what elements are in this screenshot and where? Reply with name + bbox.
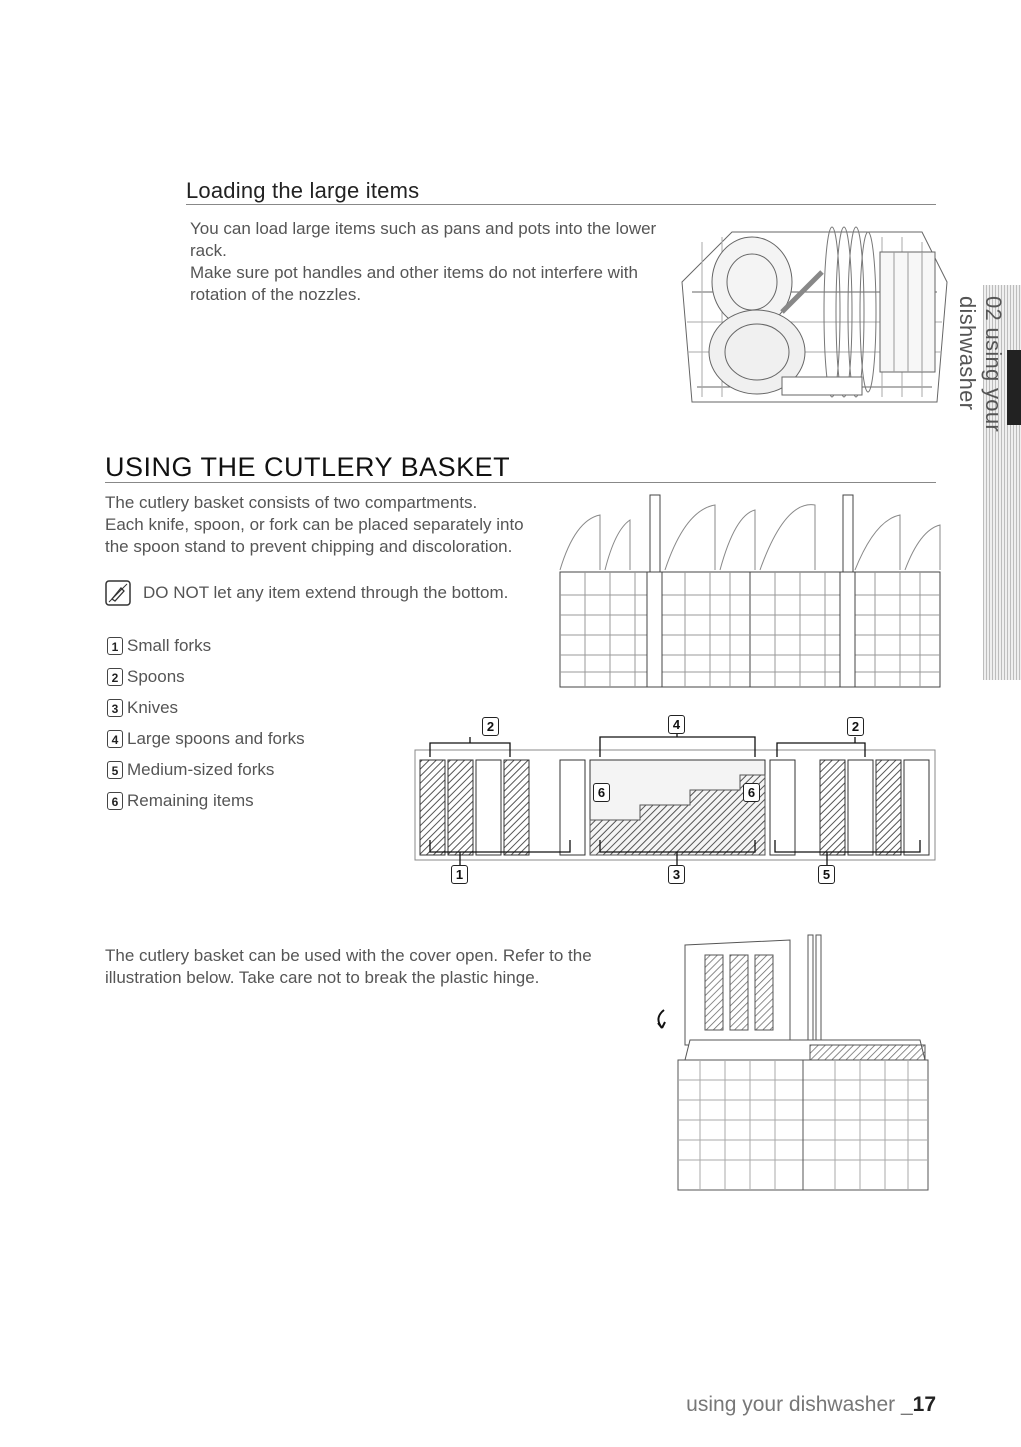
section1-line: You can load large items such as pans and pots into the lower <box>190 219 657 238</box>
list-item <box>107 790 305 812</box>
section2-body <box>105 492 555 558</box>
callout-spoons: 2 <box>482 717 499 736</box>
item-number: 5 <box>107 761 123 779</box>
callout-remaining-items: 6 <box>743 783 760 802</box>
section2-line: Each knife, spoon, or fork can be placed separately into <box>105 515 524 534</box>
section2-line: the spoon stand to prevent chipping and discoloration. <box>105 537 513 556</box>
list-item <box>107 697 305 719</box>
callout-spoons: 2 <box>847 717 864 736</box>
item-label: Spoons <box>127 667 185 686</box>
section2-line: The cutlery basket consists of two compartments. <box>105 493 478 512</box>
list-item <box>107 728 305 750</box>
callout-small-forks: 1 <box>451 865 468 884</box>
page-footer <box>686 1393 936 1417</box>
divider-rule <box>105 482 936 483</box>
chapter-side-label: 02 using your dishwasher <box>955 296 1006 432</box>
item-label: Remaining items <box>127 791 254 810</box>
cutlery-basket-side-illustration <box>555 490 945 695</box>
section1-line: Make sure pot handles and other items do not interfere with <box>190 263 638 282</box>
cutlery-basket-title: USING THE CUTLERY BASKET <box>105 452 511 482</box>
item-label: Knives <box>127 698 179 717</box>
cutlery-basket-top-diagram <box>410 715 940 895</box>
section3-line: illustration below. Take care not to break the plastic hinge. <box>105 968 540 987</box>
section3-line: The cutlery basket can be used with the cover open. Refer to the <box>105 946 592 965</box>
compartment-list <box>107 635 305 812</box>
loading-large-items-title: Loading the large items <box>186 178 420 203</box>
note-text: DO NOT let any item extend through the bottom. <box>143 583 509 602</box>
list-item <box>107 759 305 781</box>
note-pencil-icon <box>105 580 131 606</box>
item-number: 6 <box>107 792 123 810</box>
item-number: 4 <box>107 730 123 748</box>
item-label: Small forks <box>127 636 212 655</box>
callout-knives: 3 <box>668 865 685 884</box>
callout-large-spoons-forks: 4 <box>668 715 685 734</box>
section1-line: rotation of the nozzles. <box>190 285 362 304</box>
section1-line: rack. <box>190 241 227 260</box>
footer-text: using your dishwasher _ <box>686 1393 913 1416</box>
divider-rule <box>186 204 936 205</box>
section3-body <box>105 945 645 989</box>
lower-rack-illustration <box>672 212 957 412</box>
note <box>105 580 508 606</box>
section1-body <box>190 218 690 306</box>
page-number: 17 <box>912 1393 936 1416</box>
item-label: Large spoons and forks <box>127 729 305 748</box>
item-number: 3 <box>107 699 123 717</box>
item-label: Medium-sized forks <box>127 760 275 779</box>
chapter-tab-marker <box>1007 350 1021 425</box>
item-number: 1 <box>107 637 123 655</box>
open-cover-basket-illustration <box>650 930 940 1195</box>
callout-medium-forks: 5 <box>818 865 835 884</box>
callout-remaining-items: 6 <box>593 783 610 802</box>
list-item <box>107 635 305 657</box>
item-number: 2 <box>107 668 123 686</box>
list-item <box>107 666 305 688</box>
